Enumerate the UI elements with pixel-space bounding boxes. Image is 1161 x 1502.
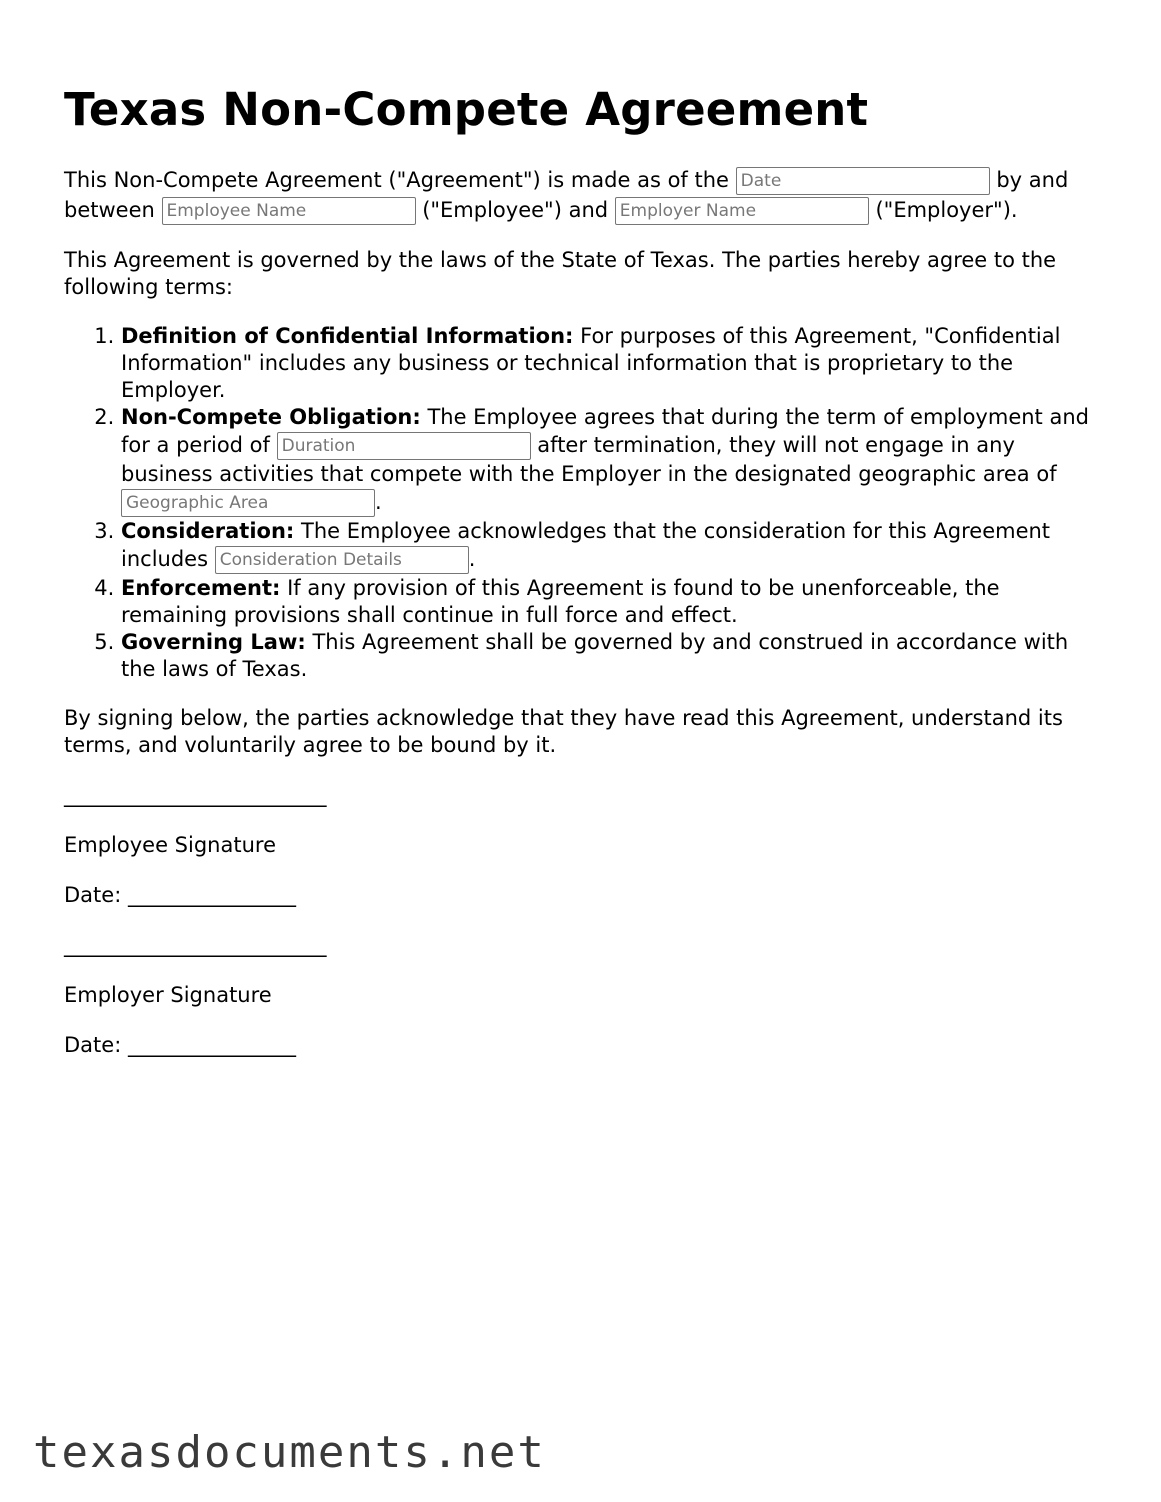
- term-item: [121, 575, 1104, 629]
- employer-name-field[interactable]: Employer Name: [615, 197, 869, 225]
- document-title: Texas Non-Compete Agreement: [64, 83, 869, 136]
- term-heading: Non-Compete Obligation:: [121, 405, 421, 429]
- term-text: The Employee agrees that during the term of employment and for a period of: [121, 405, 1089, 457]
- terms-list: [64, 323, 1104, 683]
- employee-signature-line[interactable]: _________________________: [64, 783, 327, 807]
- signature-section: [64, 781, 1104, 1060]
- date-field[interactable]: Date: [736, 167, 990, 195]
- consideration-details-field[interactable]: Consideration Details: [215, 546, 469, 574]
- employer-signature-label: Employer Signature: [64, 983, 272, 1007]
- term-item: [121, 323, 1104, 404]
- term-item: [121, 629, 1104, 683]
- term-text: after termination, they will not engage in any business activities that compete with the Employer in the designated geographic area of: [121, 433, 1057, 486]
- employee-name-field[interactable]: Employee Name: [162, 197, 416, 225]
- term-text: .: [468, 547, 476, 571]
- term-text: .: [375, 490, 382, 514]
- intro-text-1: This Non-Compete Agreement ("Agreement") is made as of the: [64, 168, 729, 192]
- term-item: [121, 404, 1104, 518]
- employee-signature-label: Employee Signature: [64, 833, 276, 857]
- term-text: For purposes of this Agreement, "Confidential Information" includes any business or technical information that is proprietary to the Employer.: [121, 324, 1061, 402]
- employer-date-line[interactable]: Date: ________________: [64, 1033, 296, 1057]
- duration-field[interactable]: Duration: [277, 432, 531, 460]
- intro-text-4: ("Employer").: [875, 197, 1018, 222]
- employee-date-line[interactable]: Date: ________________: [64, 883, 296, 907]
- term-text: This Agreement shall be governed by and construed in accordance with the laws of Texas.: [121, 630, 1069, 681]
- geographic-area-field[interactable]: Geographic Area: [121, 489, 375, 517]
- term-heading: Governing Law:: [121, 630, 306, 654]
- intro-text-2: by and between: [64, 168, 1069, 222]
- intro-paragraph: [64, 166, 1104, 225]
- term-text: If any provision of this Agreement is found to be unenforceable, the remaining provisions shall continue in full force and effect.: [121, 576, 1000, 627]
- employer-signature-line[interactable]: _________________________: [64, 933, 327, 957]
- term-text: The Employee acknowledges that the consideration for this Agreement includes: [121, 519, 1051, 571]
- document-page: [64, 84, 1104, 1081]
- term-heading: Definition of Confidential Information:: [121, 324, 574, 348]
- intro-text-3: ("Employee") and: [422, 197, 609, 222]
- governing-statement: This Agreement is governed by the laws of the State of Texas. The parties hereby agree to the following terms:: [64, 248, 1057, 299]
- closing-paragraph: By signing below, the parties acknowledge that they have read this Agreement, understand its terms, and voluntarily agree to be bound by it.: [64, 706, 1063, 757]
- term-heading: Consideration:: [121, 519, 295, 543]
- site-watermark: texasdocuments.net: [33, 1427, 546, 1478]
- term-item: [121, 518, 1104, 575]
- term-heading: Enforcement:: [121, 576, 281, 600]
